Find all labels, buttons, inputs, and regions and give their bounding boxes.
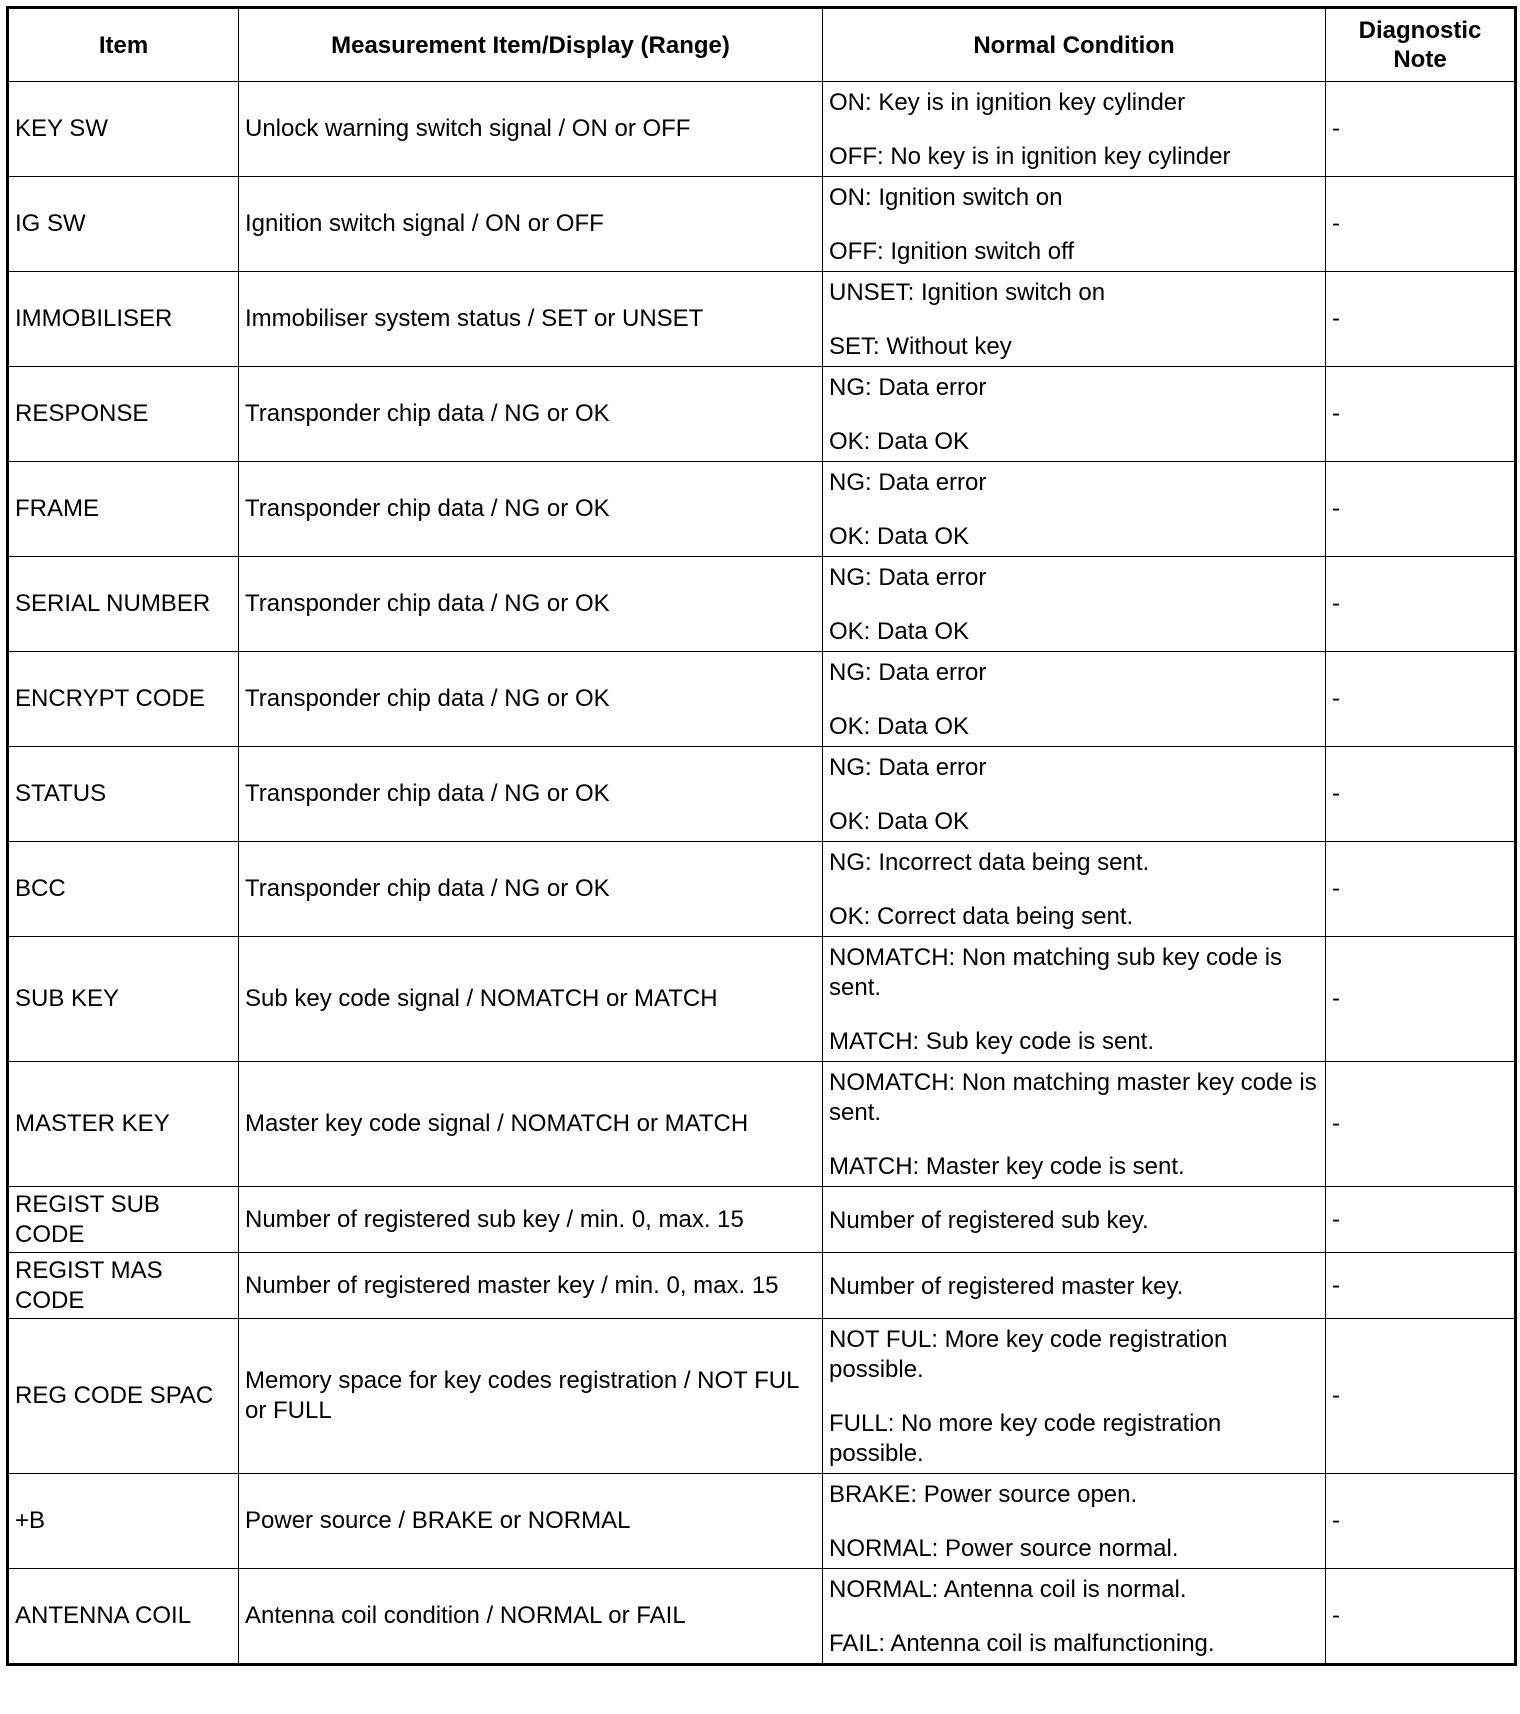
table-body — [8, 82, 1516, 1665]
item-cell: ANTENNA COIL — [8, 1569, 239, 1665]
normal-condition-line: NG: Data error — [829, 659, 987, 686]
normal-condition-line: Number of registered master key. — [829, 1272, 1184, 1300]
measurement-cell: Memory space for key codes registration / NOT FUL or FULL — [239, 1319, 823, 1474]
normal-condition-line: UNSET: Ignition switch on — [829, 279, 1106, 306]
diagnostic-note-cell: - — [1326, 842, 1516, 937]
header-measurement: Measurement Item/Display (Range) — [239, 8, 823, 82]
normal-condition-cell — [823, 937, 1326, 1062]
normal-condition-line: OK: Data OK — [829, 523, 970, 550]
header-diagnostic-note: Diagnostic Note — [1326, 8, 1516, 82]
measurement-cell: Transponder chip data / NG or OK — [239, 462, 823, 557]
normal-condition-cell — [823, 272, 1326, 367]
normal-condition-line: OFF: No key is in ignition key cylinder — [829, 143, 1231, 170]
table-row — [8, 1474, 1516, 1569]
normal-condition-line: NG: Data error — [829, 754, 987, 781]
measurement-cell: Master key code signal / NOMATCH or MATCH — [239, 1062, 823, 1187]
measurement-cell: Transponder chip data / NG or OK — [239, 367, 823, 462]
normal-condition-line: NOMATCH: Non matching sub key code is sent. — [829, 944, 1283, 1001]
item-cell: +B — [8, 1474, 239, 1569]
normal-condition-line: ON: Ignition switch on — [829, 184, 1063, 211]
measurement-cell: Transponder chip data / NG or OK — [239, 652, 823, 747]
diagnostic-note-cell: - — [1326, 272, 1516, 367]
measurement-cell: Immobiliser system status / SET or UNSET — [239, 272, 823, 367]
table-row — [8, 1253, 1516, 1319]
table-row — [8, 367, 1516, 462]
normal-condition-cell — [823, 1319, 1326, 1474]
measurement-cell: Power source / BRAKE or NORMAL — [239, 1474, 823, 1569]
diagnostic-note-cell: - — [1326, 557, 1516, 652]
diagnostic-note-cell: - — [1326, 1253, 1516, 1319]
item-cell: REG CODE SPAC — [8, 1319, 239, 1474]
measurement-cell: Transponder chip data / NG or OK — [239, 842, 823, 937]
normal-condition-cell — [823, 747, 1326, 842]
header-item: Item — [8, 8, 239, 82]
table-row — [8, 747, 1516, 842]
table-row — [8, 652, 1516, 747]
normal-condition-line: OK: Data OK — [829, 428, 970, 455]
item-cell: KEY SW — [8, 82, 239, 177]
diagnostic-note-cell: - — [1326, 1062, 1516, 1187]
normal-condition-line: OK: Data OK — [829, 618, 970, 645]
diagnostic-note-cell: - — [1326, 1319, 1516, 1474]
normal-condition-line: OK: Correct data being sent. — [829, 903, 1134, 930]
header-normal-condition: Normal Condition — [823, 8, 1326, 82]
normal-condition-line: MATCH: Sub key code is sent. — [829, 1028, 1155, 1055]
item-cell: IG SW — [8, 177, 239, 272]
measurement-cell: Number of registered sub key / min. 0, max. 15 — [239, 1187, 823, 1253]
normal-condition-line: FAIL: Antenna coil is malfunctioning. — [829, 1630, 1215, 1657]
item-cell: STATUS — [8, 747, 239, 842]
table-row — [8, 82, 1516, 177]
normal-condition-line: NG: Data error — [829, 374, 987, 401]
diagnostic-note-cell: - — [1326, 177, 1516, 272]
diagnostic-note-cell: - — [1326, 652, 1516, 747]
header-row — [8, 8, 1516, 82]
normal-condition-cell — [823, 1474, 1326, 1569]
table-row — [8, 462, 1516, 557]
item-cell: SERIAL NUMBER — [8, 557, 239, 652]
diagnostic-note-cell: - — [1326, 1187, 1516, 1253]
diagnostic-note-cell: - — [1326, 937, 1516, 1062]
normal-condition-line: NORMAL: Power source normal. — [829, 1535, 1179, 1562]
normal-condition-line: ON: Key is in ignition key cylinder — [829, 89, 1186, 116]
measurement-cell: Sub key code signal / NOMATCH or MATCH — [239, 937, 823, 1062]
measurement-cell: Ignition switch signal / ON or OFF — [239, 177, 823, 272]
diagnostic-note-cell: - — [1326, 462, 1516, 557]
measurement-cell: Antenna coil condition / NORMAL or FAIL — [239, 1569, 823, 1665]
normal-condition-line: NORMAL: Antenna coil is normal. — [829, 1576, 1187, 1603]
normal-condition-line: OFF: Ignition switch off — [829, 238, 1074, 265]
normal-condition-cell — [823, 1187, 1326, 1253]
normal-condition-cell — [823, 367, 1326, 462]
data-monitor-table — [6, 6, 1517, 1666]
normal-condition-line: NG: Data error — [829, 469, 987, 496]
normal-condition-cell — [823, 842, 1326, 937]
normal-condition-line: NOMATCH: Non matching master key code is sent. — [829, 1069, 1317, 1126]
normal-condition-line: SET: Without key — [829, 333, 1012, 360]
normal-condition-line: NG: Incorrect data being sent. — [829, 849, 1150, 876]
table-row — [8, 1569, 1516, 1665]
measurement-cell: Unlock warning switch signal / ON or OFF — [239, 82, 823, 177]
normal-condition-cell — [823, 652, 1326, 747]
table-row — [8, 842, 1516, 937]
normal-condition-line: OK: Data OK — [829, 713, 970, 740]
diagnostic-note-cell: - — [1326, 1474, 1516, 1569]
normal-condition-cell — [823, 177, 1326, 272]
normal-condition-cell — [823, 1062, 1326, 1187]
table-row — [8, 1187, 1516, 1253]
table-row — [8, 272, 1516, 367]
normal-condition-line: MATCH: Master key code is sent. — [829, 1153, 1185, 1180]
item-cell: MASTER KEY — [8, 1062, 239, 1187]
item-cell: ENCRYPT CODE — [8, 652, 239, 747]
normal-condition-line: BRAKE: Power source open. — [829, 1481, 1138, 1508]
normal-condition-line: FULL: No more key code registration possible. — [829, 1410, 1222, 1467]
table-row — [8, 937, 1516, 1062]
normal-condition-cell — [823, 1253, 1326, 1319]
diagnostic-note-cell: - — [1326, 1569, 1516, 1665]
table-row — [8, 1062, 1516, 1187]
normal-condition-cell — [823, 557, 1326, 652]
item-cell: BCC — [8, 842, 239, 937]
item-cell: IMMOBILISER — [8, 272, 239, 367]
measurement-cell: Transponder chip data / NG or OK — [239, 747, 823, 842]
normal-condition-cell — [823, 82, 1326, 177]
measurement-cell: Number of registered master key / min. 0, max. 15 — [239, 1253, 823, 1319]
table-row — [8, 557, 1516, 652]
normal-condition-line: NOT FUL: More key code registration possible. — [829, 1326, 1228, 1383]
item-cell: REGIST MAS CODE — [8, 1253, 239, 1319]
normal-condition-line: OK: Data OK — [829, 808, 970, 835]
diagnostic-note-cell: - — [1326, 747, 1516, 842]
normal-condition-line: NG: Data error — [829, 564, 987, 591]
normal-condition-cell — [823, 1569, 1326, 1665]
item-cell: REGIST SUB CODE — [8, 1187, 239, 1253]
table-row — [8, 177, 1516, 272]
table-row — [8, 1319, 1516, 1474]
diagnostic-note-cell: - — [1326, 367, 1516, 462]
item-cell: SUB KEY — [8, 937, 239, 1062]
item-cell: RESPONSE — [8, 367, 239, 462]
normal-condition-cell — [823, 462, 1326, 557]
measurement-cell: Transponder chip data / NG or OK — [239, 557, 823, 652]
item-cell: FRAME — [8, 462, 239, 557]
diagnostic-note-cell: - — [1326, 82, 1516, 177]
normal-condition-line: Number of registered sub key. — [829, 1206, 1149, 1234]
